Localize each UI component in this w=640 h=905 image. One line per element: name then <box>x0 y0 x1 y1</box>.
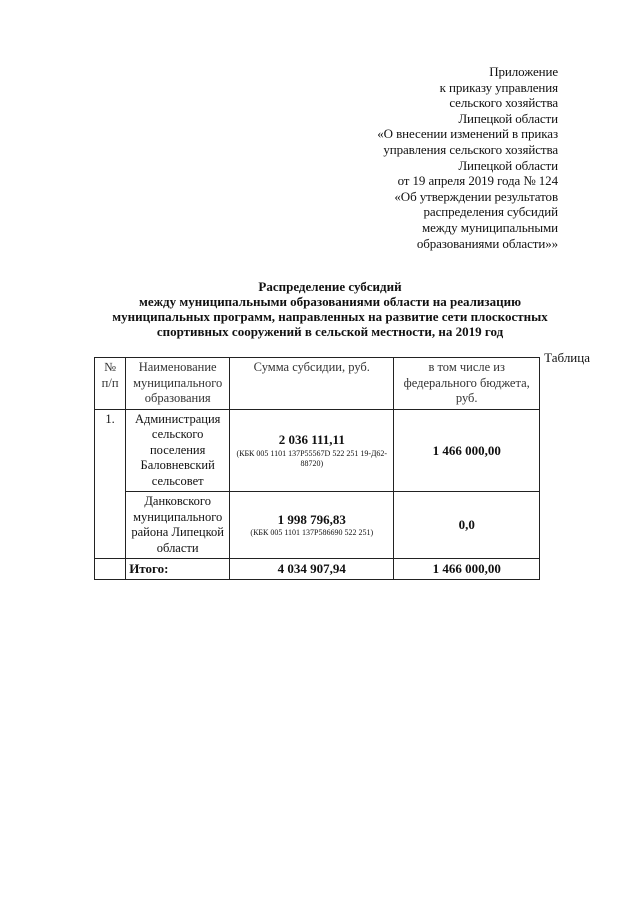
appendix-line: Липецкой области <box>458 110 558 126</box>
total-sum: 4 034 907,94 <box>230 559 394 580</box>
row-sum-2: 1 998 796,83 <box>277 511 346 527</box>
table-caption: Таблица <box>544 350 590 365</box>
appendix-line: «Об утверждении результатов <box>394 188 558 204</box>
appendix-line: управления сельского хозяйства <box>383 141 558 157</box>
table-row <box>95 492 540 559</box>
appendix-line: между муниципальными <box>421 219 558 235</box>
row-sum-1: 2 036 111,11 <box>278 432 345 447</box>
total-num-cell <box>95 559 126 580</box>
appendix-line: к приказу управления <box>439 79 558 95</box>
row-federal-1: 1 466 000,00 <box>394 409 540 492</box>
appendix-line: от 19 апреля 2019 года № 124 <box>397 173 558 189</box>
row-name-part2: Данковского муниципального района Липецкой области <box>126 492 230 559</box>
appendix-line: «О внесении изменений в приказ <box>377 126 558 142</box>
appendix-line: Приложение <box>489 64 558 79</box>
row-name-part1: Администрация сельского поселения Баловневский сельсовет <box>126 409 230 492</box>
header-num: № п/п <box>95 358 126 410</box>
total-federal: 1 466 000,00 <box>394 559 540 580</box>
row-sum-cell-2 <box>230 492 394 559</box>
table-row <box>95 409 540 492</box>
row-federal-2: 0,0 <box>394 492 540 559</box>
header-sum: Сумма субсидии, руб. <box>230 358 394 410</box>
distribution-table <box>94 357 540 580</box>
document-title <box>100 279 560 339</box>
appendix-line: Липецкой области <box>458 157 558 173</box>
title-line: муниципальных программ, направленных на развитие сети плоскостных <box>112 309 548 324</box>
table-total-row <box>95 559 540 580</box>
row-kbk-2: (КБК 005 1101 137P586690 522 251) <box>250 528 374 538</box>
table-header-row <box>95 358 540 410</box>
row-kbk-1: (КБК 005 1101 137P55567D 522 251 19-Д62-88720) <box>236 448 388 468</box>
total-label: Итого: <box>126 559 230 580</box>
header-federal: в том числе из федерального бюджета, руб. <box>394 358 540 410</box>
appendix-line: распределения субсидий <box>423 204 558 220</box>
title-line: между муниципальными образованиями области на реализацию <box>138 294 522 309</box>
row-sum-cell-1 <box>230 409 394 492</box>
title-line: Распределение субсидий <box>258 279 402 294</box>
title-line: спортивных сооружений в сельской местности, на 2019 год <box>156 324 504 339</box>
appendix-line: образованиями области»» <box>416 235 558 251</box>
appendix-line: сельского хозяйства <box>449 95 558 111</box>
appendix-block <box>258 64 558 251</box>
header-name: Наименование муниципального образования <box>126 358 230 410</box>
row-num: 1. <box>95 409 126 559</box>
